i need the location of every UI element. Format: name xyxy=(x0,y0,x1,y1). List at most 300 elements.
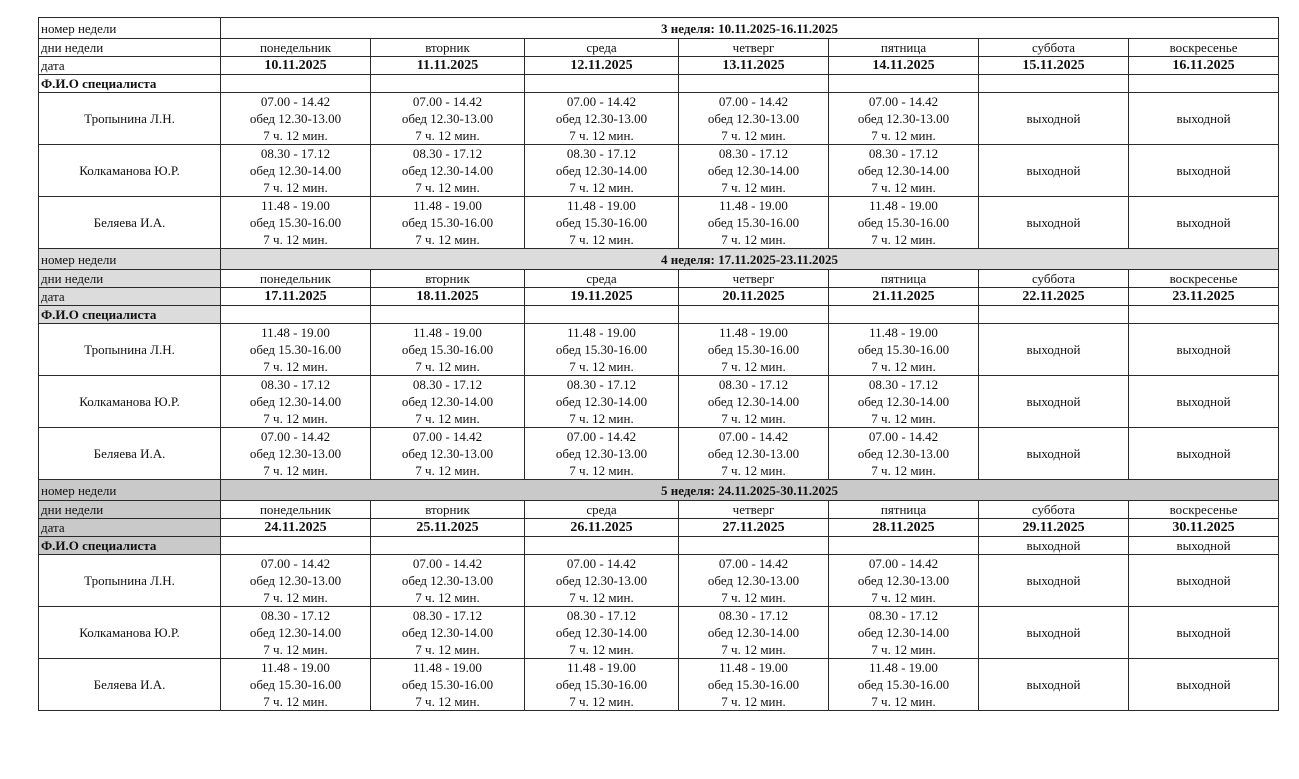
shift-duration: 7 ч. 12 мин. xyxy=(263,128,328,143)
shift-lunch: обед 15.30-16.00 xyxy=(857,215,950,230)
shift-duration: 7 ч. 12 мин. xyxy=(871,359,936,374)
specialist-header-cell xyxy=(679,306,829,324)
day-off-cell: выходной xyxy=(979,376,1129,428)
shift-cell xyxy=(221,555,371,607)
shift-duration: 7 ч. 12 мин. xyxy=(569,128,634,143)
shift-duration: 7 ч. 12 мин. xyxy=(569,694,634,709)
specialist-header-cell xyxy=(1129,75,1279,93)
shift-lunch: обед 12.30-13.00 xyxy=(707,111,800,126)
specialist-name: Тропынина Л.Н. xyxy=(39,555,221,607)
shift-cell xyxy=(679,607,829,659)
shift-duration: 7 ч. 12 мин. xyxy=(721,411,786,426)
shift-duration: 7 ч. 12 мин. xyxy=(871,411,936,426)
shift-duration: 7 ч. 12 мин. xyxy=(263,359,328,374)
weekday-cell: четверг xyxy=(679,501,829,519)
weekdays-row xyxy=(39,501,1279,519)
shift-lunch: обед 15.30-16.00 xyxy=(401,342,494,357)
shift-lunch: обед 12.30-13.00 xyxy=(707,573,800,588)
shift-lunch: обед 12.30-14.00 xyxy=(401,163,494,178)
week-title: 5 неделя: 24.11.2025-30.11.2025 xyxy=(221,480,1279,501)
weekday-cell: суббота xyxy=(979,270,1129,288)
date-cell: 22.11.2025 xyxy=(979,288,1129,306)
shift-cell xyxy=(525,607,679,659)
shift-lunch: обед 12.30-14.00 xyxy=(249,394,342,409)
shift-time: 07.00 - 14.42 xyxy=(260,429,331,444)
shift-duration: 7 ч. 12 мин. xyxy=(415,694,480,709)
specialist-label: Ф.И.О специалиста xyxy=(39,75,221,93)
shift-duration: 7 ч. 12 мин. xyxy=(569,411,634,426)
weekday-cell: среда xyxy=(525,270,679,288)
shift-duration: 7 ч. 12 мин. xyxy=(415,180,480,195)
day-off-cell: выходной xyxy=(1129,324,1279,376)
specialist-header-cell xyxy=(371,75,525,93)
specialist-row xyxy=(39,324,1279,376)
shift-lunch: обед 15.30-16.00 xyxy=(555,677,648,692)
shift-duration: 7 ч. 12 мин. xyxy=(871,590,936,605)
shift-lunch: обед 15.30-16.00 xyxy=(707,215,800,230)
specialist-header-row xyxy=(39,306,1279,324)
shift-lunch: обед 12.30-14.00 xyxy=(401,394,494,409)
date-row xyxy=(39,288,1279,306)
shift-cell xyxy=(829,428,979,480)
shift-lunch: обед 15.30-16.00 xyxy=(555,215,648,230)
specialist-header-cell xyxy=(525,306,679,324)
shift-duration: 7 ч. 12 мин. xyxy=(721,694,786,709)
shift-time: 08.30 - 17.12 xyxy=(260,146,331,161)
shift-duration: 7 ч. 12 мин. xyxy=(871,463,936,478)
specialist-name: Колкаманова Ю.Р. xyxy=(39,376,221,428)
shift-cell xyxy=(679,324,829,376)
shift-time: 07.00 - 14.42 xyxy=(412,94,483,109)
shift-cell xyxy=(221,376,371,428)
date-cell: 30.11.2025 xyxy=(1129,519,1279,537)
shift-cell xyxy=(829,145,979,197)
shift-duration: 7 ч. 12 мин. xyxy=(263,180,328,195)
day-off-cell: выходной xyxy=(1129,428,1279,480)
date-cell: 25.11.2025 xyxy=(371,519,525,537)
shift-duration: 7 ч. 12 мин. xyxy=(721,232,786,247)
shift-cell xyxy=(525,145,679,197)
shift-duration: 7 ч. 12 мин. xyxy=(721,642,786,657)
specialist-row xyxy=(39,93,1279,145)
shift-duration: 7 ч. 12 мин. xyxy=(871,128,936,143)
specialist-row xyxy=(39,376,1279,428)
shift-time: 11.48 - 19.00 xyxy=(719,660,788,675)
shift-duration: 7 ч. 12 мин. xyxy=(263,590,328,605)
day-off-cell: выходной xyxy=(1129,659,1279,711)
shift-lunch: обед 12.30-13.00 xyxy=(401,111,494,126)
weekday-cell: вторник xyxy=(371,270,525,288)
shift-duration: 7 ч. 12 мин. xyxy=(263,463,328,478)
shift-cell xyxy=(525,428,679,480)
shift-cell xyxy=(829,93,979,145)
shift-cell xyxy=(679,428,829,480)
shift-lunch: обед 12.30-13.00 xyxy=(555,111,648,126)
shift-lunch: обед 12.30-13.00 xyxy=(249,446,342,461)
shift-duration: 7 ч. 12 мин. xyxy=(721,359,786,374)
day-off-cell: выходной xyxy=(1129,376,1279,428)
shift-lunch: обед 12.30-14.00 xyxy=(857,394,950,409)
specialist-name: Тропынина Л.Н. xyxy=(39,93,221,145)
shift-lunch: обед 12.30-13.00 xyxy=(555,573,648,588)
weekday-cell: вторник xyxy=(371,501,525,519)
shift-time: 08.30 - 17.12 xyxy=(412,146,483,161)
shift-lunch: обед 12.30-14.00 xyxy=(857,163,950,178)
shift-cell xyxy=(221,659,371,711)
shift-cell xyxy=(371,607,525,659)
date-cell: 15.11.2025 xyxy=(979,57,1129,75)
shift-time: 08.30 - 17.12 xyxy=(412,608,483,623)
shift-lunch: обед 12.30-14.00 xyxy=(555,163,648,178)
shift-cell xyxy=(829,555,979,607)
specialist-row xyxy=(39,555,1279,607)
shift-time: 07.00 - 14.42 xyxy=(566,556,637,571)
specialist-header-cell xyxy=(221,306,371,324)
shift-time: 08.30 - 17.12 xyxy=(260,608,331,623)
weekday-cell: суббота xyxy=(979,39,1129,57)
shift-duration: 7 ч. 12 мин. xyxy=(415,359,480,374)
specialist-header-cell xyxy=(979,75,1129,93)
week-number-label: номер недели xyxy=(39,18,221,39)
day-off-cell: выходной xyxy=(979,324,1129,376)
shift-lunch: обед 12.30-14.00 xyxy=(555,625,648,640)
shift-cell xyxy=(371,93,525,145)
shift-duration: 7 ч. 12 мин. xyxy=(415,463,480,478)
specialist-header-cell xyxy=(371,306,525,324)
specialist-name: Колкаманова Ю.Р. xyxy=(39,607,221,659)
shift-lunch: обед 12.30-14.00 xyxy=(249,625,342,640)
weekday-cell: воскресенье xyxy=(1129,39,1279,57)
day-off-cell: выходной xyxy=(979,145,1129,197)
date-cell: 19.11.2025 xyxy=(525,288,679,306)
date-cell: 10.11.2025 xyxy=(221,57,371,75)
week-number-label: номер недели xyxy=(39,480,221,501)
shift-lunch: обед 15.30-16.00 xyxy=(249,677,342,692)
shift-time: 07.00 - 14.42 xyxy=(718,94,789,109)
shift-time: 11.48 - 19.00 xyxy=(413,325,482,340)
shift-duration: 7 ч. 12 мин. xyxy=(263,694,328,709)
date-cell: 23.11.2025 xyxy=(1129,288,1279,306)
shift-time: 07.00 - 14.42 xyxy=(718,429,789,444)
specialist-row xyxy=(39,428,1279,480)
shift-cell xyxy=(221,428,371,480)
weekday-cell: четверг xyxy=(679,270,829,288)
date-label: дата xyxy=(39,57,221,75)
weekdays-row xyxy=(39,270,1279,288)
specialist-header-cell xyxy=(525,537,679,555)
shift-time: 11.48 - 19.00 xyxy=(869,325,938,340)
shift-cell xyxy=(221,197,371,249)
shift-cell xyxy=(371,145,525,197)
weekday-cell: воскресенье xyxy=(1129,270,1279,288)
shift-cell xyxy=(679,197,829,249)
weekday-cell: вторник xyxy=(371,39,525,57)
week-title: 3 неделя: 10.11.2025-16.11.2025 xyxy=(221,18,1279,39)
shift-cell xyxy=(525,93,679,145)
specialist-header-cell xyxy=(221,537,371,555)
specialist-name: Колкаманова Ю.Р. xyxy=(39,145,221,197)
date-cell: 14.11.2025 xyxy=(829,57,979,75)
day-off-cell: выходной xyxy=(1129,93,1279,145)
specialist-name: Тропынина Л.Н. xyxy=(39,324,221,376)
shift-cell xyxy=(829,659,979,711)
shift-duration: 7 ч. 12 мин. xyxy=(721,590,786,605)
shift-cell xyxy=(221,145,371,197)
shift-time: 08.30 - 17.12 xyxy=(566,377,637,392)
shift-cell xyxy=(679,145,829,197)
shift-cell xyxy=(829,324,979,376)
shift-time: 07.00 - 14.42 xyxy=(412,429,483,444)
shift-cell xyxy=(679,376,829,428)
date-cell: 21.11.2025 xyxy=(829,288,979,306)
shift-lunch: обед 15.30-16.00 xyxy=(555,342,648,357)
shift-cell xyxy=(221,324,371,376)
weekdays-label: дни недели xyxy=(39,39,221,57)
shift-cell xyxy=(371,659,525,711)
shift-time: 11.48 - 19.00 xyxy=(261,660,330,675)
shift-lunch: обед 15.30-16.00 xyxy=(249,215,342,230)
weekday-cell: понедельник xyxy=(221,39,371,57)
specialist-header-cell xyxy=(1129,306,1279,324)
weekday-cell: среда xyxy=(525,501,679,519)
shift-time: 07.00 - 14.42 xyxy=(718,556,789,571)
shift-duration: 7 ч. 12 мин. xyxy=(263,411,328,426)
specialist-name: Беляева И.А. xyxy=(39,197,221,249)
specialist-header-cell xyxy=(221,75,371,93)
shift-time: 11.48 - 19.00 xyxy=(719,198,788,213)
shift-time: 08.30 - 17.12 xyxy=(566,608,637,623)
week-title-row xyxy=(39,480,1279,501)
shift-duration: 7 ч. 12 мин. xyxy=(721,463,786,478)
weekday-cell: пятница xyxy=(829,501,979,519)
shift-time: 07.00 - 14.42 xyxy=(868,94,939,109)
shift-time: 11.48 - 19.00 xyxy=(567,660,636,675)
specialist-header-cell xyxy=(829,537,979,555)
specialist-header-cell xyxy=(679,75,829,93)
shift-duration: 7 ч. 12 мин. xyxy=(263,642,328,657)
shift-cell xyxy=(679,93,829,145)
day-off-cell: выходной xyxy=(1129,607,1279,659)
shift-duration: 7 ч. 12 мин. xyxy=(871,232,936,247)
weekdays-label: дни недели xyxy=(39,501,221,519)
shift-duration: 7 ч. 12 мин. xyxy=(569,642,634,657)
schedule-sheet xyxy=(38,17,1278,711)
shift-time: 08.30 - 17.12 xyxy=(718,146,789,161)
shift-duration: 7 ч. 12 мин. xyxy=(415,590,480,605)
shift-time: 08.30 - 17.12 xyxy=(868,146,939,161)
date-row xyxy=(39,57,1279,75)
date-cell: 18.11.2025 xyxy=(371,288,525,306)
shift-lunch: обед 12.30-13.00 xyxy=(401,446,494,461)
specialist-label: Ф.И.О специалиста xyxy=(39,306,221,324)
shift-time: 08.30 - 17.12 xyxy=(718,377,789,392)
date-label: дата xyxy=(39,519,221,537)
shift-lunch: обед 12.30-13.00 xyxy=(249,573,342,588)
shift-cell xyxy=(829,376,979,428)
date-cell: 16.11.2025 xyxy=(1129,57,1279,75)
specialist-header-cell xyxy=(829,75,979,93)
shift-cell xyxy=(221,93,371,145)
specialist-header-cell xyxy=(371,537,525,555)
weekday-cell: суббота xyxy=(979,501,1129,519)
day-off-cell: выходной xyxy=(979,555,1129,607)
specialist-row xyxy=(39,659,1279,711)
shift-lunch: обед 15.30-16.00 xyxy=(249,342,342,357)
shift-cell xyxy=(371,555,525,607)
shift-cell xyxy=(371,324,525,376)
shift-duration: 7 ч. 12 мин. xyxy=(871,642,936,657)
shift-duration: 7 ч. 12 мин. xyxy=(415,411,480,426)
weekday-cell: среда xyxy=(525,39,679,57)
shift-time: 11.48 - 19.00 xyxy=(567,198,636,213)
specialist-header-cell xyxy=(679,537,829,555)
shift-time: 08.30 - 17.12 xyxy=(566,146,637,161)
shift-duration: 7 ч. 12 мин. xyxy=(721,128,786,143)
shift-lunch: обед 12.30-14.00 xyxy=(707,394,800,409)
shift-time: 07.00 - 14.42 xyxy=(566,94,637,109)
shift-time: 11.48 - 19.00 xyxy=(413,660,482,675)
shift-lunch: обед 12.30-14.00 xyxy=(555,394,648,409)
specialist-header-cell xyxy=(829,306,979,324)
shift-time: 07.00 - 14.42 xyxy=(566,429,637,444)
weekday-cell: воскресенье xyxy=(1129,501,1279,519)
date-cell: 12.11.2025 xyxy=(525,57,679,75)
shift-time: 07.00 - 14.42 xyxy=(868,429,939,444)
shift-cell xyxy=(525,376,679,428)
shift-lunch: обед 12.30-13.00 xyxy=(401,573,494,588)
shift-lunch: обед 15.30-16.00 xyxy=(707,677,800,692)
specialist-header-row xyxy=(39,537,1279,555)
day-off-cell: выходной xyxy=(979,197,1129,249)
date-cell: 28.11.2025 xyxy=(829,519,979,537)
date-row xyxy=(39,519,1279,537)
shift-time: 08.30 - 17.12 xyxy=(868,377,939,392)
shift-time: 08.30 - 17.12 xyxy=(868,608,939,623)
shift-time: 11.48 - 19.00 xyxy=(869,198,938,213)
date-cell: 27.11.2025 xyxy=(679,519,829,537)
shift-lunch: обед 15.30-16.00 xyxy=(857,677,950,692)
specialist-header-cell xyxy=(525,75,679,93)
shift-cell xyxy=(525,197,679,249)
date-cell: 11.11.2025 xyxy=(371,57,525,75)
weekday-cell: понедельник xyxy=(221,270,371,288)
date-cell: 17.11.2025 xyxy=(221,288,371,306)
shift-lunch: обед 15.30-16.00 xyxy=(401,215,494,230)
week-title: 4 неделя: 17.11.2025-23.11.2025 xyxy=(221,249,1279,270)
shift-lunch: обед 12.30-13.00 xyxy=(249,111,342,126)
shift-cell xyxy=(371,428,525,480)
shift-time: 11.48 - 19.00 xyxy=(719,325,788,340)
day-off-cell: выходной xyxy=(979,659,1129,711)
weekday-cell: пятница xyxy=(829,270,979,288)
date-cell: 20.11.2025 xyxy=(679,288,829,306)
shift-lunch: обед 15.30-16.00 xyxy=(401,677,494,692)
day-off-cell: выходной xyxy=(979,428,1129,480)
weekday-cell: пятница xyxy=(829,39,979,57)
shift-time: 11.48 - 19.00 xyxy=(567,325,636,340)
specialist-name: Беляева И.А. xyxy=(39,659,221,711)
date-cell: 29.11.2025 xyxy=(979,519,1129,537)
weekday-cell: понедельник xyxy=(221,501,371,519)
shift-time: 08.30 - 17.12 xyxy=(260,377,331,392)
shift-lunch: обед 12.30-13.00 xyxy=(555,446,648,461)
shift-time: 07.00 - 14.42 xyxy=(868,556,939,571)
schedule-table xyxy=(38,17,1279,711)
shift-lunch: обед 12.30-13.00 xyxy=(857,111,950,126)
shift-time: 08.30 - 17.12 xyxy=(412,377,483,392)
weekday-cell: четверг xyxy=(679,39,829,57)
shift-duration: 7 ч. 12 мин. xyxy=(569,590,634,605)
specialist-header-cell: выходной xyxy=(1129,537,1279,555)
shift-time: 11.48 - 19.00 xyxy=(261,198,330,213)
shift-time: 07.00 - 14.42 xyxy=(260,94,331,109)
specialist-label: Ф.И.О специалиста xyxy=(39,537,221,555)
shift-lunch: обед 12.30-14.00 xyxy=(857,625,950,640)
shift-lunch: обед 12.30-13.00 xyxy=(707,446,800,461)
date-cell: 24.11.2025 xyxy=(221,519,371,537)
shift-duration: 7 ч. 12 мин. xyxy=(569,359,634,374)
shift-lunch: обед 12.30-13.00 xyxy=(857,446,950,461)
shift-time: 11.48 - 19.00 xyxy=(413,198,482,213)
weekdays-row xyxy=(39,39,1279,57)
shift-cell xyxy=(221,607,371,659)
specialist-row xyxy=(39,145,1279,197)
specialist-name: Беляева И.А. xyxy=(39,428,221,480)
week-number-label: номер недели xyxy=(39,249,221,270)
specialist-header-row xyxy=(39,75,1279,93)
shift-duration: 7 ч. 12 мин. xyxy=(871,180,936,195)
shift-lunch: обед 12.30-13.00 xyxy=(857,573,950,588)
shift-lunch: обед 15.30-16.00 xyxy=(857,342,950,357)
date-label: дата xyxy=(39,288,221,306)
day-off-cell: выходной xyxy=(979,93,1129,145)
shift-cell xyxy=(525,659,679,711)
day-off-cell: выходной xyxy=(1129,145,1279,197)
shift-cell xyxy=(679,659,829,711)
shift-duration: 7 ч. 12 мин. xyxy=(415,232,480,247)
shift-lunch: обед 15.30-16.00 xyxy=(707,342,800,357)
week-title-row xyxy=(39,18,1279,39)
shift-duration: 7 ч. 12 мин. xyxy=(721,180,786,195)
shift-cell xyxy=(371,197,525,249)
day-off-cell: выходной xyxy=(1129,197,1279,249)
week-title-row xyxy=(39,249,1279,270)
shift-duration: 7 ч. 12 мин. xyxy=(569,180,634,195)
shift-lunch: обед 12.30-14.00 xyxy=(707,625,800,640)
shift-lunch: обед 12.30-14.00 xyxy=(249,163,342,178)
shift-cell xyxy=(371,376,525,428)
shift-duration: 7 ч. 12 мин. xyxy=(871,694,936,709)
shift-duration: 7 ч. 12 мин. xyxy=(415,128,480,143)
shift-time: 11.48 - 19.00 xyxy=(261,325,330,340)
shift-duration: 7 ч. 12 мин. xyxy=(569,232,634,247)
weekdays-label: дни недели xyxy=(39,270,221,288)
specialist-header-cell: выходной xyxy=(979,537,1129,555)
shift-lunch: обед 12.30-14.00 xyxy=(707,163,800,178)
shift-time: 07.00 - 14.42 xyxy=(260,556,331,571)
shift-time: 07.00 - 14.42 xyxy=(412,556,483,571)
shift-time: 11.48 - 19.00 xyxy=(869,660,938,675)
specialist-row xyxy=(39,197,1279,249)
shift-duration: 7 ч. 12 мин. xyxy=(263,232,328,247)
shift-time: 08.30 - 17.12 xyxy=(718,608,789,623)
shift-cell xyxy=(525,324,679,376)
shift-duration: 7 ч. 12 мин. xyxy=(415,642,480,657)
date-cell: 13.11.2025 xyxy=(679,57,829,75)
specialist-row xyxy=(39,607,1279,659)
shift-cell xyxy=(829,197,979,249)
shift-lunch: обед 12.30-14.00 xyxy=(401,625,494,640)
